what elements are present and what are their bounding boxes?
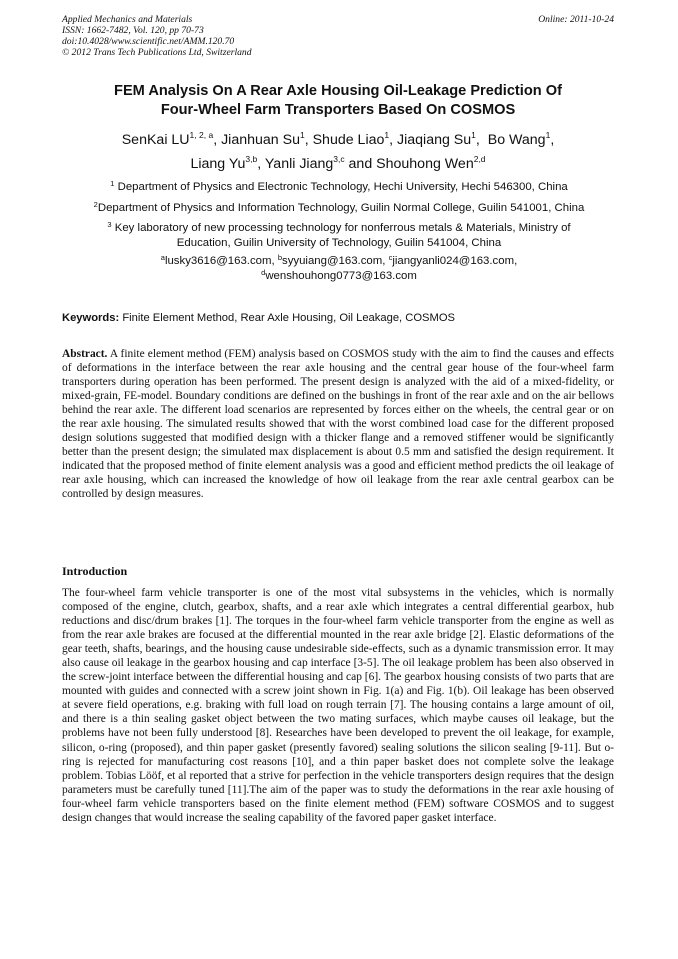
author-separator: , (475, 132, 488, 148)
abstract-text: A finite element method (FEM) analysis based on COSMOS study with the aim to find the causes and effects of deformations in the interface between the rear axle housing and the central gear house of the four-wheel farm transporters during operation has been performed. The present design is analyzed with the aid of a mixed-fidelity, or mixed-grain, FE-model. Boundary conditions are defined on the bushings in front of the rear axle and on the air bellows behind the rear axle. The different load scenarios are represented by forces either on the wheels, the central gear or on the rear axle housing. The simulated results showed that with the worst combined load case for the different proposed design solutions suggested that modified design with a thicker flange and a removed stiffener would be significantly better than the present design; the simulated max displacement is about 0.5 mm and satisfied the design requirement. It indicated that the proposed method of finite element analysis was a good and efficient method predicts the oil leakage of rear axle housing, which can increased the knowledge of how oil leakage from the rear axle central gearbox can be controlled by design measures. (62, 348, 614, 501)
author-separator: , (213, 132, 222, 148)
email-address[interactable]: wenshouhong0773@163.com (265, 269, 417, 282)
author-name: Bo Wang (487, 132, 546, 148)
title-line-1: FEM Analysis On A Rear Axle Housing Oil-Leakage Prediction Of (114, 83, 562, 99)
author-name: Jiaqiang Su (397, 132, 472, 148)
author-sup: 3,c (333, 154, 345, 164)
author-name: SenKai LU (121, 132, 190, 148)
author-sup: 1 (471, 130, 476, 140)
affiliation-text: Key laboratory of new processing technology for nonferrous metals & Materials, Ministry of (114, 222, 571, 234)
affiliation-sup: 2 (93, 199, 98, 209)
author-name: Shude Liao (312, 132, 385, 148)
affiliation-3 (50, 221, 628, 250)
affiliation-sup: 1 (110, 179, 115, 188)
issn-line: ISSN: 1662-7482, Vol. 120, pp 70-73 (62, 25, 204, 36)
journal-name: Applied Mechanics and Materials (62, 14, 193, 25)
doi-line[interactable]: doi:10.4028/www.scientific.net/AMM.120.70 (62, 36, 235, 47)
affiliation-text: Department of Physics and Information Technology, Guilin Normal College, Guilin 541001, China (97, 201, 585, 214)
section-heading-introduction: Introduction (62, 564, 128, 578)
author-separator: , (550, 132, 555, 148)
journal-header (62, 14, 614, 58)
email-sup: d (261, 267, 266, 277)
affiliation-1 (50, 180, 628, 195)
author-line-1 (62, 128, 614, 152)
paper-title (62, 82, 614, 120)
email-sup: c (388, 253, 393, 262)
author-sup: 1 (545, 130, 551, 140)
author-separator: , (304, 132, 313, 148)
email-list (50, 254, 628, 283)
affiliation-text: Education, Guilin University of Technology, Guilin 541004, China (176, 236, 502, 249)
affiliation-2 (50, 201, 628, 216)
online-date: Online: 2011-10-24 (538, 14, 614, 25)
affiliations (50, 180, 628, 289)
author-separator: , (257, 156, 265, 172)
email-separator: , (271, 255, 278, 267)
abstract (62, 347, 614, 502)
author-sup: 2,d (473, 154, 486, 164)
affiliation-sup: 3 (107, 220, 112, 229)
author-sup: 1 (384, 130, 390, 140)
abstract-label: Abstract. (62, 348, 108, 360)
email-sup: b (277, 253, 282, 262)
author-sup: 3,b (245, 154, 258, 164)
copyright-line: © 2012 Trans Tech Publications Ltd, Switzerland (62, 47, 252, 58)
email-separator: , (382, 255, 389, 267)
author-name: Jianhuan Su (221, 132, 300, 148)
author-name: Shouhong Wen (376, 156, 474, 172)
author-line-2 (62, 152, 614, 176)
author-list (62, 128, 614, 176)
email-address[interactable]: lusky3616@163.com (164, 255, 272, 267)
email-separator: , (514, 255, 518, 267)
email-sup: a (160, 253, 165, 262)
email-address[interactable]: jiangyanli024@163.com (392, 255, 515, 267)
author-sup: 1, 2, a (189, 130, 214, 140)
author-separator: , (389, 132, 398, 148)
affiliation-text: Department of Physics and Electronic Technology, Hechi University, Hechi 546300, China (117, 181, 568, 193)
title-line-2: Four-Wheel Farm Transporters Based On COSMOS (160, 102, 516, 118)
author-name: Liang Yu (190, 156, 246, 172)
keywords-text: Finite Element Method, Rear Axle Housing, Oil Leakage, COSMOS (122, 312, 455, 324)
introduction-paragraph: The four-wheel farm vehicle transporter is one of the most vital subsystems in the vehicles, which is normally composed of the engine, clutch, gearbox, shafts, and a rear axle which integrates a central differential gearbox, hub reductions and disc/drum brakes [1]. The torques in the four-wheel farm vehicle transporter from the engine as well as from the rear axle brakes are focused at the differential mounted in the rear axle bridge [2]. Elastic deformations of the gear teeth, shafts, bearings, and the housing cause undesirable side-effects, such as a dynamic transmission error. It may also cause oil leakage in the gearbox housing and cap interface [3-5]. The oil leakage problem has been also observed in the screw-joint interface between the differential housing and cap [6]. The gearbox housing consists of two parts that are mounted with guides and connected with a screw joint shown in Fig. 1(a) and Fig. 1(b). Oil leakage has been observed at severe field operations, e.g. braking with full load on rough terrain [7]. The housing contains a large amount of oil, and there is a thin sealing gasket object between the two mating surfaces, which maybe causes oil leakage, but the problems have not been fully understood [8]. Researches have been developed to prevent the oil leakage, for example, silicon, o-ring (proposed), and thin paper gasket (presently favored) sealing solutions the silicon sealing [9-11]. But o-ring is rejected for manufacturing cost reasons [10], and a thin paper basket does not complete solve the leakage problem. Tobias Lööf, et al reported that a strive for perfection in the vehicle transporters design requires that the design parameters must be carefully tuned [11].The aim of the paper was to study the deformations in the rear axle housing of four-wheel farm vehicle transporters based on the finite element method (FEM) software COSMOS and to suggest design changes that would increase the sealing capability of the favored paper gasket interface. (62, 587, 614, 824)
author-separator: and (344, 156, 377, 172)
author-sup: 1 (299, 130, 305, 140)
keywords (62, 311, 614, 325)
author-name: Yanli Jiang (264, 156, 334, 172)
keywords-label: Keywords: (62, 312, 120, 324)
email-address[interactable]: syyuiang@163.com (282, 255, 383, 267)
